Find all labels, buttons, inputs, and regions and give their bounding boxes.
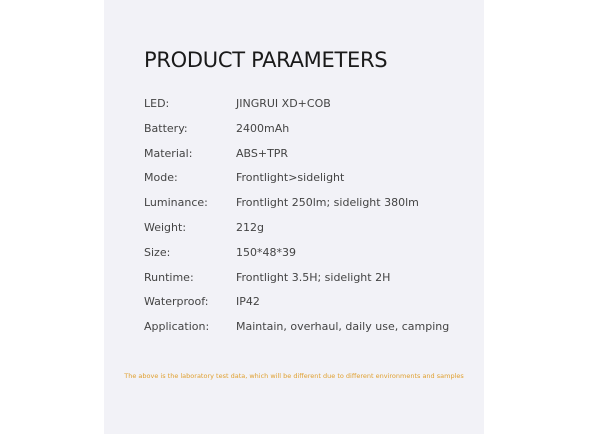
spec-row-material xyxy=(144,146,474,171)
spec-list xyxy=(144,96,474,344)
spec-value: 150*48*39 xyxy=(236,245,296,259)
spec-label: Size: xyxy=(144,245,171,259)
spec-row-waterproof xyxy=(144,294,474,319)
spec-value: ABS+TPR xyxy=(236,146,289,160)
product-parameters-panel xyxy=(104,0,484,434)
spec-label: Luminance: xyxy=(144,196,208,210)
spec-value: Maintain, overhaul, daily use, camping xyxy=(236,320,450,334)
spec-value: 2400mAh xyxy=(236,121,290,135)
spec-label: Weight: xyxy=(144,220,187,234)
spec-label: Application: xyxy=(144,320,210,334)
spec-label: Battery: xyxy=(144,121,188,135)
spec-value: JINGRUI XD+COB xyxy=(236,97,331,110)
spec-value: IP42 xyxy=(236,295,260,309)
spec-label: Material: xyxy=(144,146,193,160)
spec-value: 212g xyxy=(236,220,264,234)
spec-row-application xyxy=(144,319,474,344)
spec-value: Frontlight>sidelight xyxy=(236,171,345,185)
spec-row-luminance xyxy=(144,195,474,220)
spec-label: LED: xyxy=(144,97,170,110)
spec-row-runtime xyxy=(144,270,474,295)
spec-label: Runtime: xyxy=(144,270,194,284)
test-data-disclaimer: The above is the laboratory test data, which will be different due to different environments and samples xyxy=(124,372,464,380)
spec-label: Waterproof: xyxy=(144,295,209,309)
spec-row-weight xyxy=(144,220,474,245)
spec-row-mode xyxy=(144,170,474,195)
spec-row-size xyxy=(144,245,474,270)
spec-row-battery xyxy=(144,121,474,146)
spec-value: Frontlight 3.5H; sidelight 2H xyxy=(236,270,391,284)
page-title: PRODUCT PARAMETERS xyxy=(144,48,388,72)
spec-value: Frontlight 250lm; sidelight 380lm xyxy=(236,196,419,210)
spec-row-led xyxy=(144,96,474,121)
spec-label: Mode: xyxy=(144,171,178,185)
